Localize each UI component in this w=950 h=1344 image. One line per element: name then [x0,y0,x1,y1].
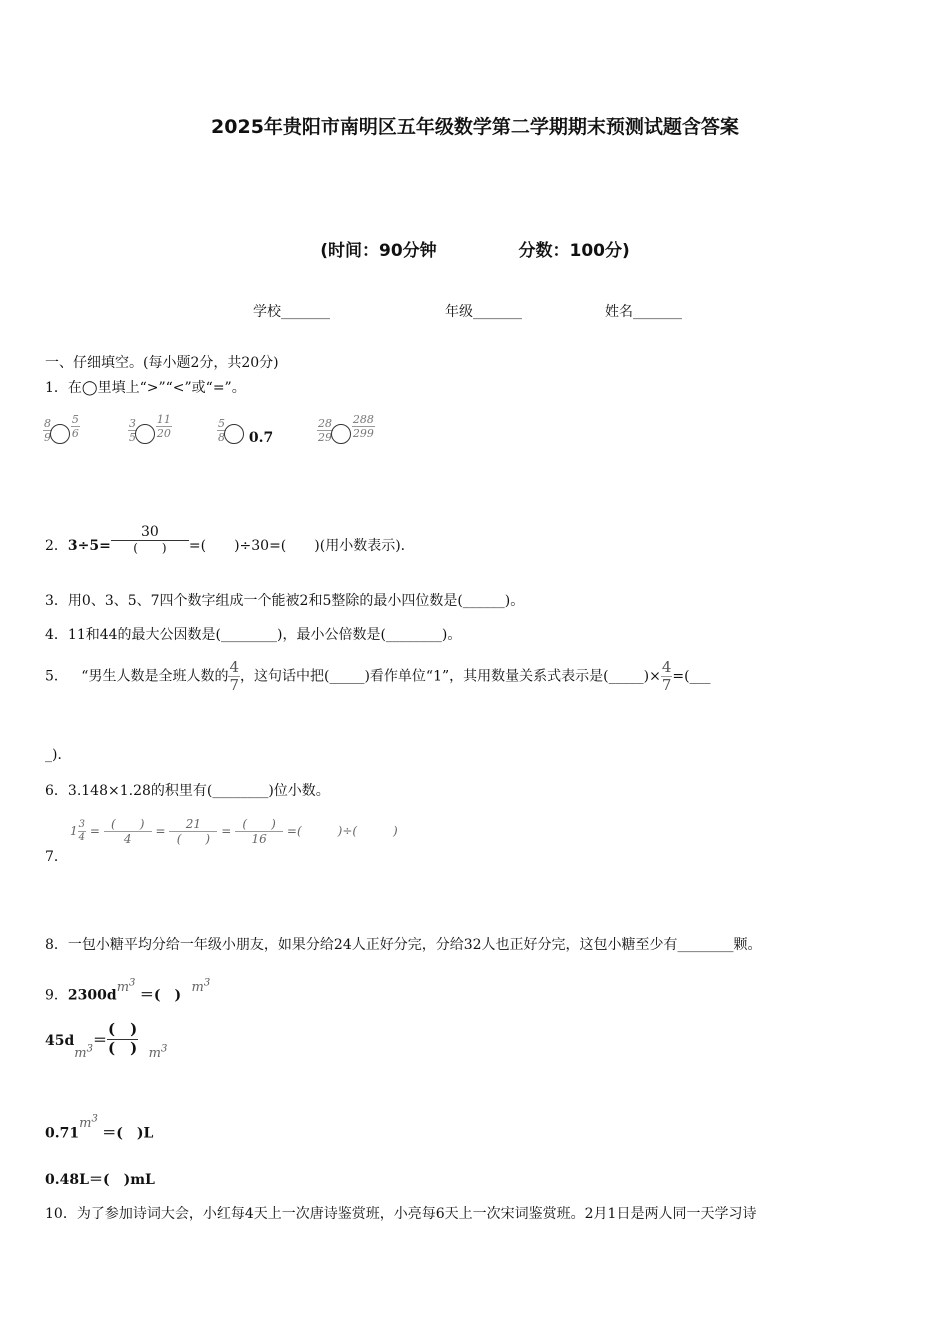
q1-pair-4: $\frac{28}{29}$ $\frac{288}{299}$ [318,412,374,444]
question-4: 4．11和44的最大公因数是(________)，最小公倍数是(________)。 [45,627,462,643]
question-5-continued: _)． [45,747,72,763]
question-5: 5． “男生人数是全班人数的 $\frac{4}{7}$ ，这句话中把(_____)看作单位“1”，其用数量关系式表示是(_____)× $\frac{4}{7}$ =(___ [45,658,711,694]
q7-equation: 1 $\frac{3}{4}$ = $\frac{( )}{4}$ = $\frac{21}{( )}$ = $\frac{( )}{16}$ =( )÷( ) [70,817,398,846]
q1-pair-3: $\frac{5}{8}$ 0.7 [218,416,274,446]
grade-field: 年级_______ [445,304,522,320]
page-title: 2025年贵阳市南明区五年级数学第二学期期末预测试题含答案 [211,116,739,138]
question-2: 2．3÷5= $\frac{30}{( )}$ =( )÷30=( )(用小数表示)． [45,524,415,555]
name-field: 姓名_______ [605,304,682,320]
question-10: 10．为了参加诗词大会，小红每4天上一次唐诗鉴赏班，小亮每6天上一次宋词鉴赏班。2月1日是两人同一天学习诗 [45,1206,757,1222]
question-6: 6．3.148×1.28的积里有(________)位小数。 [45,783,330,799]
question-7: 7． [45,849,68,865]
q1-pair-1: $\frac{8}{9}$ $\frac{5}{6}$ [44,412,79,444]
q9-line-4: 0.48L＝( )mL [45,1172,155,1188]
school-field: 学校_______ [253,304,330,320]
q9-line-3: $0.71m^3$ ＝( )L [45,1114,154,1142]
exam-info [0,236,950,261]
compare-circle[interactable] [50,424,70,444]
time-info: (时间：90分钟 [320,241,437,261]
question-9: 9．$2300dm^3$ ＝( ) $m^3$ [45,978,211,1004]
question-3: 3．用0、3、5、7四个数字组成一个能被2和5整除的最小四位数是(______)。 [45,593,525,609]
q1-pair-2: $\frac{3}{5}$ $\frac{11}{20}$ [129,412,171,444]
compare-circle[interactable] [135,424,155,444]
q9-line-2: $45dm^3=$ $\frac{( )}{( )}$ $m^3$ [45,1020,168,1061]
compare-circle[interactable] [331,424,351,444]
section-heading: 一、仔细填空。(每小题2分，共20分) [45,355,279,371]
score-info: 分数：100分) [518,241,630,261]
question-1: 1．在◯里填上“>”“<”或“=”。 [45,380,246,396]
compare-circle[interactable] [224,424,244,444]
question-8: 8．一包小糖平均分给一年级小朋友，如果分给24人正好分完，分给32人也正好分完，这包小糖至少有________颗。 [45,937,762,953]
